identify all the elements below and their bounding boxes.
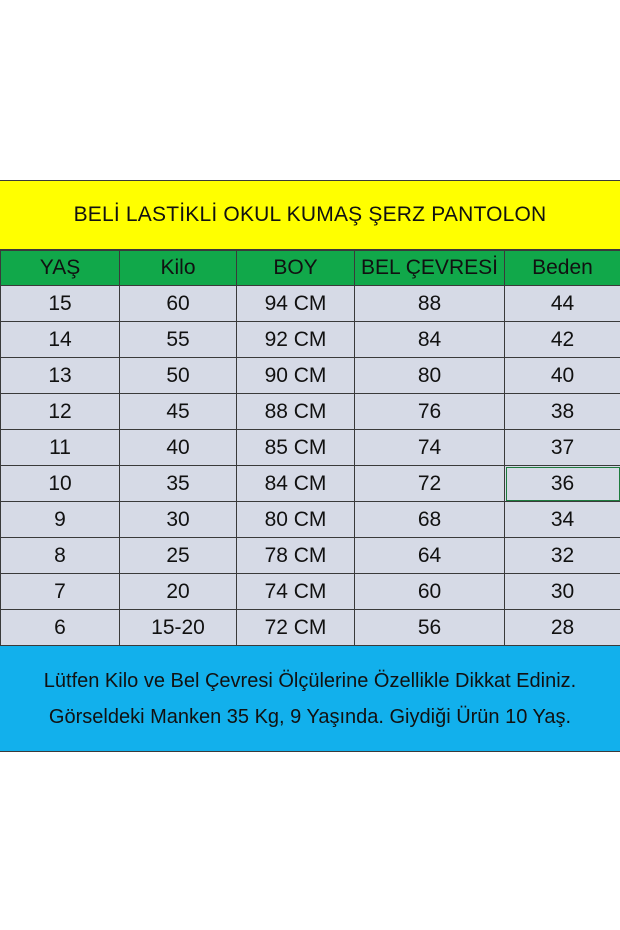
cell-weight[interactable]: 40 bbox=[120, 430, 237, 466]
header-age: YAŞ bbox=[1, 251, 120, 286]
cell-weight[interactable]: 25 bbox=[120, 538, 237, 574]
cell-age[interactable]: 11 bbox=[1, 430, 120, 466]
cell-waist[interactable]: 72 bbox=[355, 466, 505, 502]
cell-height[interactable]: 85 CM bbox=[237, 430, 355, 466]
cell-waist[interactable]: 60 bbox=[355, 574, 505, 610]
cell-weight[interactable]: 15-20 bbox=[120, 610, 237, 646]
cell-height[interactable]: 88 CM bbox=[237, 394, 355, 430]
cell-age[interactable]: 7 bbox=[1, 574, 120, 610]
cell-weight[interactable]: 60 bbox=[120, 286, 237, 322]
cell-age[interactable]: 6 bbox=[1, 610, 120, 646]
cell-age[interactable]: 13 bbox=[1, 358, 120, 394]
table-row bbox=[1, 394, 620, 430]
cell-height[interactable]: 74 CM bbox=[237, 574, 355, 610]
cell-height[interactable]: 90 CM bbox=[237, 358, 355, 394]
chart-title: BELİ LASTİKLİ OKUL KUMAŞ ŞERZ PANTOLON bbox=[73, 203, 547, 226]
cell-age[interactable]: 8 bbox=[1, 538, 120, 574]
table-row bbox=[1, 610, 620, 646]
header-waist: BEL ÇEVRESİ bbox=[355, 251, 505, 286]
cell-waist[interactable]: 68 bbox=[355, 502, 505, 538]
size-table bbox=[0, 250, 620, 646]
cell-age[interactable]: 9 bbox=[1, 502, 120, 538]
cell-weight[interactable]: 20 bbox=[120, 574, 237, 610]
cell-size[interactable]: 32 bbox=[505, 538, 620, 574]
table-row bbox=[1, 502, 620, 538]
cell-size[interactable]: 34 bbox=[505, 502, 620, 538]
cell-size[interactable]: 42 bbox=[505, 322, 620, 358]
note-band bbox=[0, 646, 620, 752]
cell-height[interactable]: 84 CM bbox=[237, 466, 355, 502]
cell-size[interactable]: 40 bbox=[505, 358, 620, 394]
cell-weight[interactable]: 45 bbox=[120, 394, 237, 430]
cell-weight[interactable]: 30 bbox=[120, 502, 237, 538]
table-row bbox=[1, 322, 620, 358]
cell-waist[interactable]: 88 bbox=[355, 286, 505, 322]
cell-waist[interactable]: 84 bbox=[355, 322, 505, 358]
cell-size[interactable]: 44 bbox=[505, 286, 620, 322]
size-chart-sheet bbox=[0, 180, 620, 752]
table-row bbox=[1, 538, 620, 574]
header-height: BOY bbox=[237, 251, 355, 286]
cell-size[interactable]: 38 bbox=[505, 394, 620, 430]
cell-height[interactable]: 80 CM bbox=[237, 502, 355, 538]
cell-waist[interactable]: 64 bbox=[355, 538, 505, 574]
cell-height[interactable]: 78 CM bbox=[237, 538, 355, 574]
cell-waist[interactable]: 76 bbox=[355, 394, 505, 430]
cell-height[interactable]: 72 CM bbox=[237, 610, 355, 646]
table-row bbox=[1, 574, 620, 610]
cell-age[interactable]: 14 bbox=[1, 322, 120, 358]
cell-age[interactable]: 15 bbox=[1, 286, 120, 322]
cell-weight[interactable]: 55 bbox=[120, 322, 237, 358]
cell-waist[interactable]: 74 bbox=[355, 430, 505, 466]
table-row bbox=[1, 430, 620, 466]
table-row bbox=[1, 286, 620, 322]
note-text: Lütfen Kilo ve Bel Çevresi Ölçülerine Özellikle Dikkat Ediniz. Görseldeki Manken 35 Kg, 9 Yaşında. Giydiği Ürün 10 Yaş. bbox=[43, 669, 577, 728]
header-row bbox=[1, 251, 620, 286]
cell-size-selected[interactable]: 36 bbox=[505, 466, 620, 502]
table-row bbox=[1, 358, 620, 394]
cell-waist[interactable]: 80 bbox=[355, 358, 505, 394]
cell-height[interactable]: 94 CM bbox=[237, 286, 355, 322]
cell-size[interactable]: 37 bbox=[505, 430, 620, 466]
cell-weight[interactable]: 50 bbox=[120, 358, 237, 394]
cell-size[interactable]: 28 bbox=[505, 610, 620, 646]
header-size: Beden bbox=[505, 251, 620, 286]
cell-age[interactable]: 12 bbox=[1, 394, 120, 430]
cell-size[interactable]: 30 bbox=[505, 574, 620, 610]
header-weight: Kilo bbox=[120, 251, 237, 286]
title-band bbox=[0, 180, 620, 250]
cell-age[interactable]: 10 bbox=[1, 466, 120, 502]
table-row bbox=[1, 466, 620, 502]
cell-waist[interactable]: 56 bbox=[355, 610, 505, 646]
cell-height[interactable]: 92 CM bbox=[237, 322, 355, 358]
cell-weight[interactable]: 35 bbox=[120, 466, 237, 502]
